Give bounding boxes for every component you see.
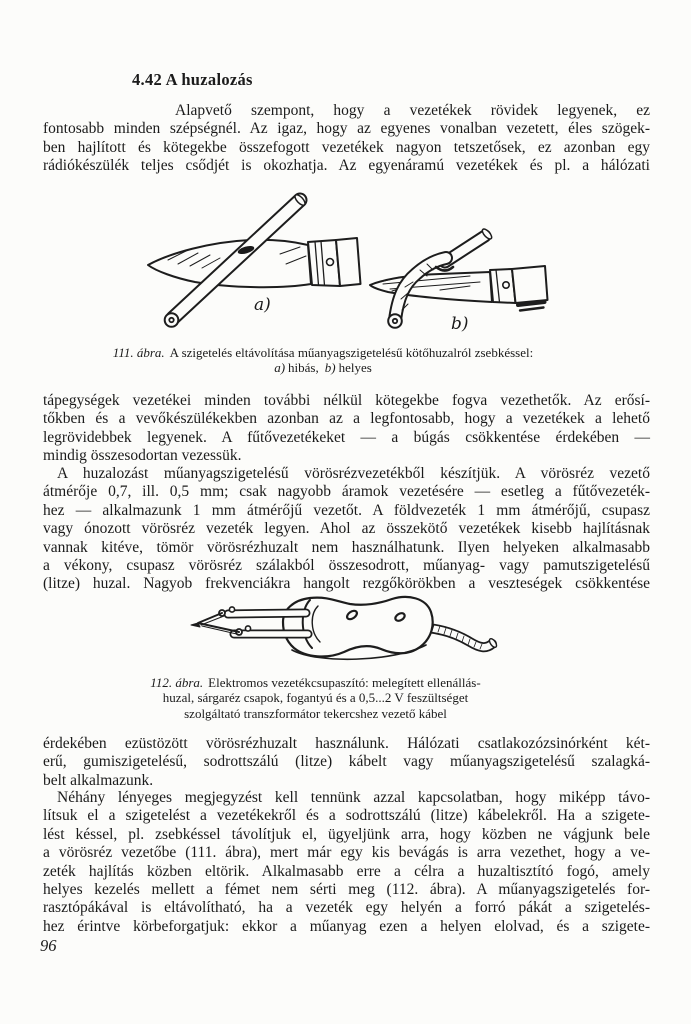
text-line: tápegységek vezetékei minden további nélkül kötegekbe fogva vezethetők. Az erősí- bbox=[43, 392, 650, 409]
text-line: a vörösréz vezetőbe (111. ábra), mert már egy kis bevágás is arra vezethet, hogy a ve- bbox=[43, 844, 650, 862]
text-line: hez érintve körbeforgatjuk: ekkor a műanyag ezen a helyen elolvad, és a szigete- bbox=[43, 917, 650, 935]
figure-112-illustration bbox=[188, 592, 518, 672]
figure-111-caption-text: A szigetelés eltávolítása műanyagszigetelésű kötőhuzalról zsebkéssel: bbox=[169, 345, 534, 360]
text-line: ben hajlított és kötegekbe összefogott vezetékek nagyon tetszetősek, ez azonban egy bbox=[43, 138, 650, 156]
figure-111-caption bbox=[43, 345, 603, 376]
text-line: fontosabb minden szépségnél. Az igaz, hogy az egyenes vonalban vezetett, éles szögek- bbox=[43, 120, 650, 138]
text-line: erű, gumiszigetelésű, sodrottszálú (litze) kábelt vagy műanyagszigetelésű szalagká- bbox=[43, 753, 650, 771]
caption-sub-b-label: b) bbox=[324, 360, 336, 376]
text-line: Alapvető szempont, hogy a vezetékek rövidek legyenek, ez bbox=[175, 102, 650, 119]
text-line: érdekében ezüstözött vörösrézhuzalt használunk. Hálózati csatlakozózsinórként két- bbox=[43, 735, 650, 752]
text-line: rádiókészülék teljes csődjét is okozhatja. Az egyenáramú vezetékek és pl. a hálózati bbox=[43, 157, 650, 175]
paragraph-2 bbox=[43, 392, 650, 466]
text-line: mindig összesodortan vezessük. bbox=[43, 447, 242, 465]
text-line: zeték hajlítás közben eltörik. Alkalmasabb erre a célra a huzaltisztító fogó, amely bbox=[43, 862, 650, 880]
figure-111-sub-label-a: a) bbox=[254, 295, 271, 315]
caption-line: szolgáltató transzformátor tekercshez vezető kábel bbox=[184, 705, 447, 721]
text-line: A huzalozást műanyagszigetelésű vörösrézvezetékből készítjük. A vörösréz vezető bbox=[57, 465, 650, 482]
figure-112 bbox=[188, 592, 518, 672]
figure-112-caption-text: Elektromos vezetékcsupaszító: melegített ellenállás- bbox=[208, 675, 481, 690]
figure-112-caption bbox=[43, 675, 588, 721]
caption-sub-a-label: a) bbox=[274, 360, 286, 376]
figure-111-caption-number: 111. ábra. bbox=[112, 345, 165, 360]
text-line: a vékony, csupasz vörösréz szálakból összesodrott, műanyag- vagy pamutszigetelésű bbox=[43, 556, 650, 574]
caption-sub-b-text: helyes bbox=[338, 360, 372, 376]
caption-line bbox=[43, 345, 603, 360]
text-line: helyes kezelés mellett a fémet nem sérti meg (112. ábra). A műanyagszigetelés for- bbox=[43, 880, 650, 898]
text-line: lést késsel, pl. zsebkéssel távolítjuk el, ügyeljünk arra, hogy közben ne vágjunk bele bbox=[43, 825, 650, 843]
text-line: legrövidebbek legyenek. A fűtővezetékeket — a búgás csökkentése érdekében — bbox=[43, 428, 650, 446]
caption-sub-a-text: hibás, bbox=[288, 360, 319, 376]
transformer-cable bbox=[428, 625, 498, 649]
figure-111-sub-label-b: b) bbox=[451, 314, 469, 334]
paragraph-1 bbox=[43, 102, 650, 176]
text-line: (litze) huzal. Nagyob frekvenciákra hangolt rezgőkörökben a veszteségek csökkentése bbox=[43, 575, 650, 593]
caption-line bbox=[43, 360, 603, 375]
text-line: belt alkalmazunk. bbox=[43, 771, 154, 789]
text-line: lítsuk el a szigetelést a vezetékekről és a sodrottszálú (litze) kábelekről. Ha a szigete- bbox=[43, 807, 650, 825]
paragraph-5 bbox=[43, 789, 650, 936]
figure-111-illustration bbox=[140, 192, 645, 342]
caption-line bbox=[43, 675, 588, 690]
text-line: átmérője 0,7, ill. 0,5 mm; csak nagyobb áramok vezetésére — esetleg a fűtővezeték- bbox=[43, 483, 650, 501]
stripper-handle bbox=[283, 597, 433, 659]
figure-111 bbox=[140, 192, 645, 342]
section-heading: 4.42 A huzalozás bbox=[132, 70, 253, 89]
text-line: rasztópákával is eltávolítható, ha a vezeték egy helyén a forró pákát a szigetelés- bbox=[43, 899, 650, 917]
paragraph-4 bbox=[43, 735, 650, 790]
text-line: vagy ónozott vörösréz vezeték legyen. Ahol az összekötő vezetékek kisebb hajlításnak bbox=[43, 520, 650, 538]
text-line: vannak kitéve, tömör vörösrézhuzalt nem használhatunk. Ilyen helyeken alkalmasabb bbox=[43, 538, 650, 556]
text-line: hez — alkalmazunk 1 mm átmérőjű vezetőt. A földvezeték 1 mm átmérőjű, csupasz bbox=[43, 501, 650, 519]
caption-line: huzal, sárgaréz csapok, fogantyú és a 0,5...2 V feszültséget bbox=[162, 690, 469, 706]
page-number: 96 bbox=[40, 936, 57, 955]
paragraph-3 bbox=[43, 465, 650, 594]
text-line: tőkben és a vevőkészülékekben azonban az a legfontosabb, hogy a vezetékek a lehető bbox=[43, 410, 650, 428]
figure-112-caption-number: 112. ábra. bbox=[150, 675, 204, 690]
text-line: Néhány lényeges megjegyzést kell tennünk azzal kapcsolatban, hogy miképp távo- bbox=[57, 789, 650, 806]
